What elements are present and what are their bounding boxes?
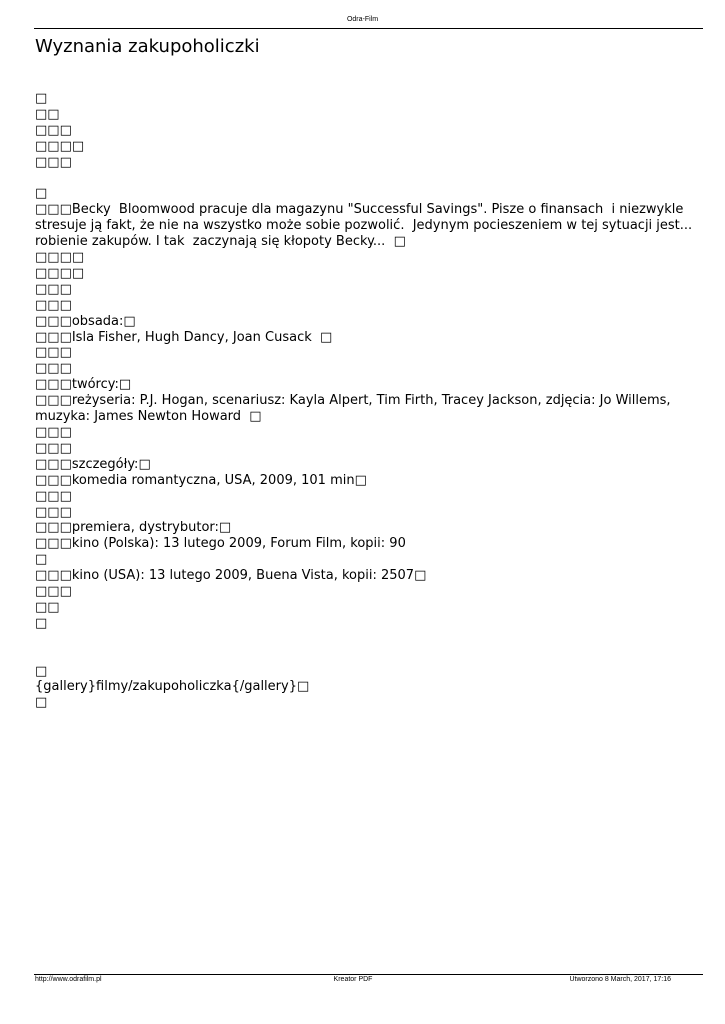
body-line: □	[35, 663, 48, 679]
body-line: □□□kino (Polska): 13 lutego 2009, Forum Film, kopii: 90	[35, 536, 406, 552]
footer-divider	[34, 974, 703, 975]
body-line: □□□kino (USA): 13 lutego 2009, Buena Vista, kopii: 2507□	[35, 568, 427, 584]
body-line: □□□	[35, 122, 72, 138]
body-line: □□□□	[35, 250, 85, 266]
body-line: □□□	[35, 440, 72, 456]
footer-created-date: Utworzono 8 March, 2017, 17:16	[569, 976, 671, 983]
body-line: □	[35, 695, 48, 711]
body-line: □□□	[35, 584, 72, 600]
body-line: □	[35, 91, 48, 106]
body-line	[35, 648, 695, 664]
header-site-name: Odra-Film	[346, 16, 379, 23]
footer-url: http://www.odrafilm.pl	[35, 976, 102, 983]
body-line: □□	[35, 599, 60, 615]
body-line: □	[35, 615, 48, 631]
article-body	[35, 91, 695, 711]
body-line: {gallery}filmy/zakupoholiczka{/gallery}□	[35, 679, 310, 695]
body-line: □□	[35, 106, 60, 122]
body-line: □□□reżyseria: P.J. Hogan, scenariusz: Kayla Alpert, Tim Firth, Tracey Jackson, zdjęcia: Jo Willems, muzyka: James Newton Howard □	[35, 393, 675, 425]
body-line: □□□Becky Bloomwood pracuje dla magazynu "Successful Savings". Pisze o finansach i niezwykle stresuje ją fakt, że nie na wszystko może sobie pozwolić. Jedynym pocieszeniem w tej sytuacji jest... robienie zakupów. I tak zaczynają się kłopoty Becky... □	[35, 202, 697, 250]
body-line: □□□komedia romantyczna, USA, 2009, 101 min□	[35, 472, 367, 488]
header-divider	[34, 28, 703, 29]
page-title: Wyznania zakupoholiczki	[35, 36, 260, 57]
body-line: □□□szczegóły:□	[35, 456, 151, 472]
body-line: □	[35, 552, 48, 568]
body-line: □□□	[35, 425, 72, 441]
body-line: □□□	[35, 504, 72, 520]
body-line: □□□	[35, 345, 72, 361]
body-line: □□□premiera, dystrybutor:□	[35, 520, 232, 536]
body-line: □□□	[35, 281, 72, 297]
body-line	[35, 171, 695, 187]
body-line: □□□□	[35, 265, 85, 281]
body-line: □□□	[35, 361, 72, 377]
page-footer	[35, 976, 671, 983]
body-line: □□□twórcy:□	[35, 377, 132, 393]
body-line: □□□□	[35, 138, 85, 154]
body-line: □□□	[35, 297, 72, 313]
body-line: □□□	[35, 154, 72, 170]
body-line: □□□Isla Fisher, Hugh Dancy, Joan Cusack □	[35, 329, 333, 345]
body-line: □	[35, 186, 48, 202]
body-line	[35, 632, 695, 648]
body-line: □□□obsada:□	[35, 313, 136, 329]
body-line: □□□	[35, 488, 72, 504]
footer-generator: Kreator PDF	[333, 976, 373, 983]
